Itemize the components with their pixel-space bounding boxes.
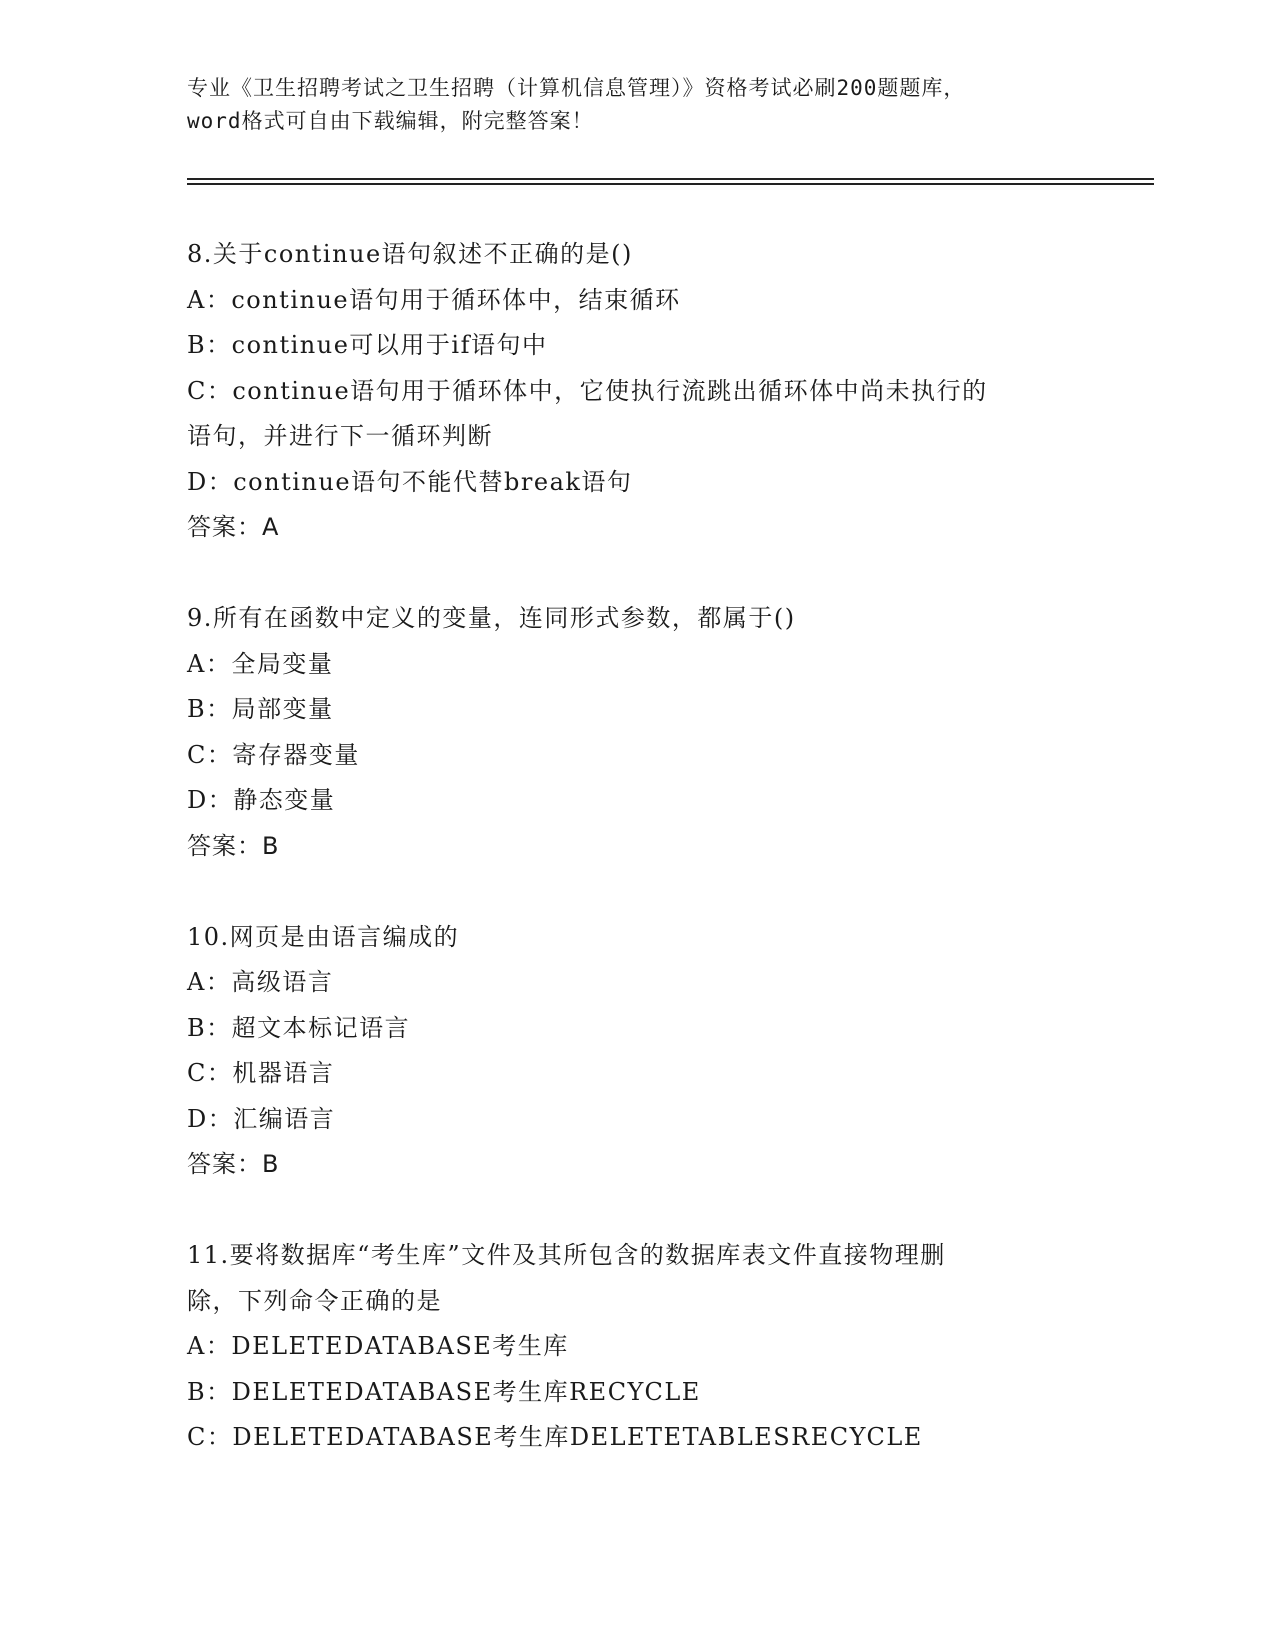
option-b: B：局部变量 [187, 695, 334, 723]
question-stem-continued: 除，下列命令正确的是 [187, 1286, 442, 1315]
option-a: A：高级语言 [187, 968, 334, 996]
document-header [187, 72, 1087, 138]
option-b: B：超文本标记语言 [187, 1013, 411, 1042]
option-b: B：DELETEDATABASE考生库RECYCLE [187, 1377, 701, 1406]
option-c: C：寄存器变量 [187, 740, 360, 769]
question-stem: 8.关于continue语句叙述不正确的是() [187, 240, 633, 268]
option-a: A：continue语句用于循环体中，结束循环 [187, 285, 681, 314]
answer: 答案：A [187, 513, 280, 541]
spacer [187, 551, 1087, 597]
option-d: D：静态变量 [187, 786, 336, 814]
spacer [187, 869, 1087, 915]
question-list [187, 232, 1087, 1461]
answer: 答案：B [187, 1150, 280, 1178]
option-b: B：continue可以用于if语句中 [187, 331, 548, 359]
question-9 [187, 596, 1087, 869]
option-c: C：DELETEDATABASE考生库DELETETABLESRECYCLE [187, 1423, 923, 1451]
option-c: C：continue语句用于循环体中，它使执行流跳出循环体中尚未执行的 [187, 376, 988, 405]
question-stem: 11.要将数据库“考生库”文件及其所包含的数据库表文件直接物理删 [187, 1241, 946, 1269]
header-divider-bottom [187, 183, 1154, 185]
question-8 [187, 232, 1087, 551]
question-stem: 10.网页是由语言编成的 [187, 922, 460, 951]
question-stem: 9.所有在函数中定义的变量，连同形式参数，都属于() [187, 604, 796, 632]
option-c: C：机器语言 [187, 1059, 335, 1087]
question-10 [187, 915, 1087, 1188]
answer: 答案：B [187, 831, 280, 860]
option-d: D：continue语句不能代替break语句 [187, 467, 633, 496]
option-c-continued: 语句，并进行下一循环判断 [187, 422, 493, 450]
header-line-2: word格式可自由下载编辑，附完整答案！ [187, 109, 594, 133]
question-11 [187, 1233, 1087, 1461]
option-a: A：全局变量 [187, 649, 334, 678]
header-line-1: 专业《卫生招聘考试之卫生招聘（计算机信息管理）》资格考试必刷200题题库， [187, 76, 966, 100]
header-divider-top [187, 178, 1154, 180]
option-a: A：DELETEDATABASE考生库 [187, 1332, 569, 1360]
spacer [187, 1188, 1087, 1234]
option-d: D：汇编语言 [187, 1104, 336, 1133]
